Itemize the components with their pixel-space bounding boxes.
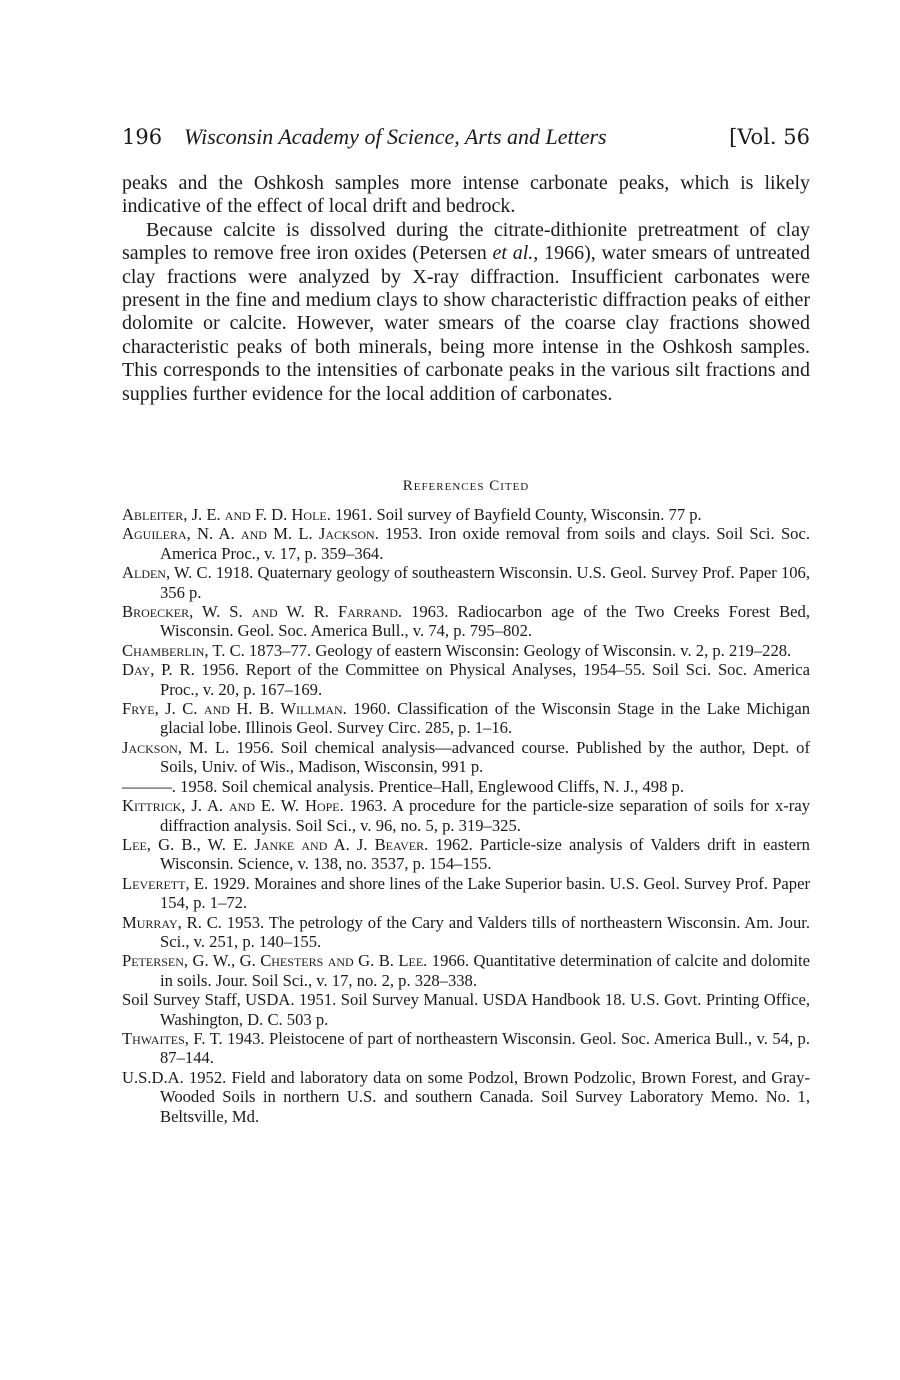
reference-authors: Jackson, M. L. bbox=[122, 737, 230, 757]
reference-authors: Chamberlin, T. C. bbox=[122, 640, 245, 660]
running-header bbox=[122, 122, 810, 152]
reference-item bbox=[122, 738, 810, 777]
reference-item bbox=[122, 563, 810, 602]
reference-item bbox=[122, 874, 810, 913]
reference-text: 1952. Field and laboratory data on some Podzol, Brown Podzolic, Brown Forest, and Gray-Wooded Soils in northern U.S. and southern Canada. Soil Survey Laboratory Memo. No. 1, Beltsville, Md. bbox=[160, 1067, 810, 1126]
reference-authors: Broecker, W. S. and W. R. Farrand. bbox=[122, 602, 403, 622]
paragraph-2 bbox=[122, 219, 810, 406]
reference-text: 1918. Quaternary geology of southeastern Wisconsin. U.S. Geol. Survey Prof. Paper 106, 356 p. bbox=[160, 563, 811, 602]
et-al-italic: et al., bbox=[492, 242, 539, 265]
reference-authors: Thwaites, F. T. bbox=[122, 1028, 223, 1048]
paragraph-2-part-b: 1966), water smears of untreated clay fractions were analyzed by X-ray diffraction. Insufficient carbonates were present in the fine and medium clays to show characteristic diffraction peaks of either dolomite or calcite. However, water smears of the coarse clay fractions showed characteristic peaks of both minerals, being more intense in the Oshkosh samples. This corresponds to the intensities of carbonate peaks in the various silt fractions and supplies further evidence for the local addition of carbonates. bbox=[122, 242, 810, 405]
reference-item bbox=[122, 835, 810, 874]
reference-text: 1962. Particle-size analysis of Valders drift in eastern Wisconsin. Science, v. 138, no. 3537, p. 154–155. bbox=[160, 834, 810, 874]
paragraph-1: peaks and the Oshkosh samples more intense carbonate peaks, which is likely indicative of the effect of local drift and bedrock. bbox=[122, 172, 810, 218]
reference-item bbox=[122, 1068, 810, 1126]
reference-authors: Aguilera, N. A. and M. L. Jackson. bbox=[122, 524, 379, 544]
reference-authors: Murray, R. C. bbox=[122, 912, 222, 932]
references-heading: References Cited bbox=[402, 478, 530, 494]
reference-text: 1961. Soil survey of Bayfield County, Wisconsin. 77 p. bbox=[330, 505, 702, 524]
reference-item bbox=[122, 1029, 810, 1068]
reference-authors: Petersen, G. W., G. Chesters and G. B. Lee. bbox=[122, 951, 428, 971]
reference-text: 1943. Pleistocene of part of northeastern Wisconsin. Geol. Soc. America Bull., v. 54, p. 87–144. bbox=[160, 1028, 811, 1068]
reference-item bbox=[122, 796, 810, 835]
reference-text: 1873–77. Geology of eastern Wisconsin: Geology of Wisconsin. v. 2, p. 219–228. bbox=[244, 640, 792, 660]
running-title: Wisconsin Academy of Science, Arts and Letters bbox=[184, 124, 607, 149]
reference-text: 1960. Classification of the Wisconsin Stage in the Lake Michigan glacial lobe. Illinois Geol. Survey Circ. 285, p. 1–16. bbox=[160, 699, 810, 738]
reference-text: 1963. A procedure for the particle-size separation of soils for x-ray diffraction analysis. Soil Sci., v. 96, no. 5, p. 319–325. bbox=[160, 796, 810, 835]
reference-item bbox=[122, 602, 810, 641]
reference-authors: Soil Survey Staff, USDA. bbox=[122, 990, 295, 1010]
page-number: 196 bbox=[122, 125, 163, 149]
references-list bbox=[122, 505, 810, 1126]
reference-text: 1953. Iron oxide removal from soils and clays. Soil Sci. Soc. America Proc., v. 17, p. 359–364. bbox=[160, 524, 810, 563]
reference-item bbox=[122, 951, 810, 990]
reference-authors: ———. bbox=[122, 776, 176, 796]
reference-item bbox=[122, 641, 810, 660]
reference-item bbox=[122, 990, 810, 1029]
reference-authors: Ableiter, J. E. and F. D. Hole. bbox=[122, 505, 331, 524]
reference-text: 1958. Soil chemical analysis. Prentice–Hall, Englewood Cliffs, N. J., 498 p. bbox=[175, 776, 684, 796]
reference-text: 1956. Report of the Committee on Physical Analyses, 1954–55. Soil Sci. Soc. America Proc., v. 20, p. 167–169. bbox=[160, 660, 810, 699]
reference-authors: U.S.D.A. bbox=[122, 1067, 184, 1087]
reference-text: 1953. The petrology of the Cary and Valders tills of northeastern Wisconsin. Am. Jour. Sci., v. 251, p. 140–155. bbox=[160, 912, 810, 951]
reference-item bbox=[122, 913, 810, 952]
reference-authors: Leverett, E. bbox=[122, 873, 209, 893]
paragraph-2-part-a: Because calcite is dissolved during the citrate-dithionite pretreatment of clay samples to remove free iron oxides (Petersen bbox=[122, 218, 810, 265]
reference-item bbox=[122, 777, 810, 796]
reference-authors: Kittrick, J. A. and E. W. Hope. bbox=[122, 796, 344, 816]
reference-text: 1963. Radiocarbon age of the Two Creeks Forest Bed, Wisconsin. Geol. Soc. America Bull., v. 74, p. 795–802. bbox=[160, 602, 810, 641]
reference-item bbox=[122, 699, 810, 738]
body-text bbox=[122, 172, 810, 406]
reference-text: 1956. Soil chemical analysis—advanced course. Published by the author, Dept. of Soils, Univ. of Wis., Madison, Wisconsin, 991 p. bbox=[160, 737, 810, 777]
reference-item bbox=[122, 505, 810, 524]
reference-authors: Lee, G. B., W. E. Janke and A. J. Beaver. bbox=[122, 834, 429, 854]
reference-text: 1966. Quantitative determination of calcite and dolomite in soils. Jour. Soil Sci., v. 17, no. 2, p. 328–338. bbox=[160, 951, 810, 990]
reference-text: 1951. Soil Survey Manual. USDA Handbook 18. U.S. Govt. Printing Office, Washington, D. C. 503 p. bbox=[160, 990, 810, 1029]
reference-item bbox=[122, 524, 810, 563]
reference-authors: Frye, J. C. and H. B. Willman. bbox=[122, 699, 347, 719]
volume-label: [Vol. 56 bbox=[729, 125, 810, 149]
reference-authors: Alden, W. C. bbox=[122, 563, 212, 583]
reference-item bbox=[122, 660, 810, 699]
reference-authors: Day, P. R. bbox=[122, 660, 195, 680]
reference-text: 1929. Moraines and shore lines of the Lake Superior basin. U.S. Geol. Survey Prof. Paper 154, p. 1–72. bbox=[160, 873, 810, 913]
